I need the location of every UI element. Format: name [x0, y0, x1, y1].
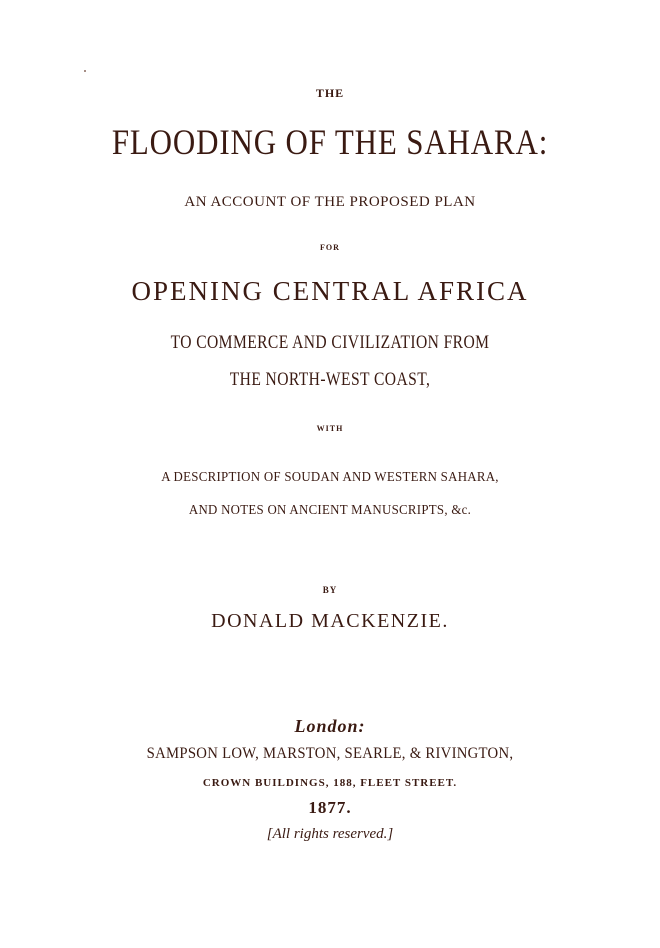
author-name: DONALD MACKENZIE. [211, 610, 449, 632]
subject-line-commerce: TO COMMERCE AND CIVILIZATION FROM [170, 332, 490, 353]
publication-year: 1877. [308, 798, 352, 817]
subtitle: AN ACCOUNT OF THE PROPOSED PLAN [184, 194, 476, 210]
connector-for: FOR [320, 243, 340, 252]
connector-by: BY [322, 585, 338, 595]
connector-with: WITH [316, 424, 344, 433]
description-line-2: AND NOTES ON ANCIENT MANUSCRIPTS, &c. [188, 503, 472, 518]
main-subject: OPENING CENTRAL AFRICA [131, 276, 529, 306]
print-speck [84, 70, 86, 72]
publisher-address: CROWN BUILDINGS, 188, FLEET STREET. [202, 777, 458, 789]
book-title: FLOODING OF THE SAHARA: [111, 122, 549, 162]
publication-city: London: [294, 716, 366, 736]
subject-line-coast: THE NORTH-WEST COAST, [229, 369, 431, 390]
publisher-name: SAMPSON LOW, MARSTON, SEARLE, & RIVINGTON, [146, 745, 514, 762]
article-the: THE [315, 86, 345, 100]
description-line-1: A DESCRIPTION OF SOUDAN AND WESTERN SAHARA, [161, 470, 499, 485]
rights-notice: [All rights reserved.] [266, 826, 394, 842]
